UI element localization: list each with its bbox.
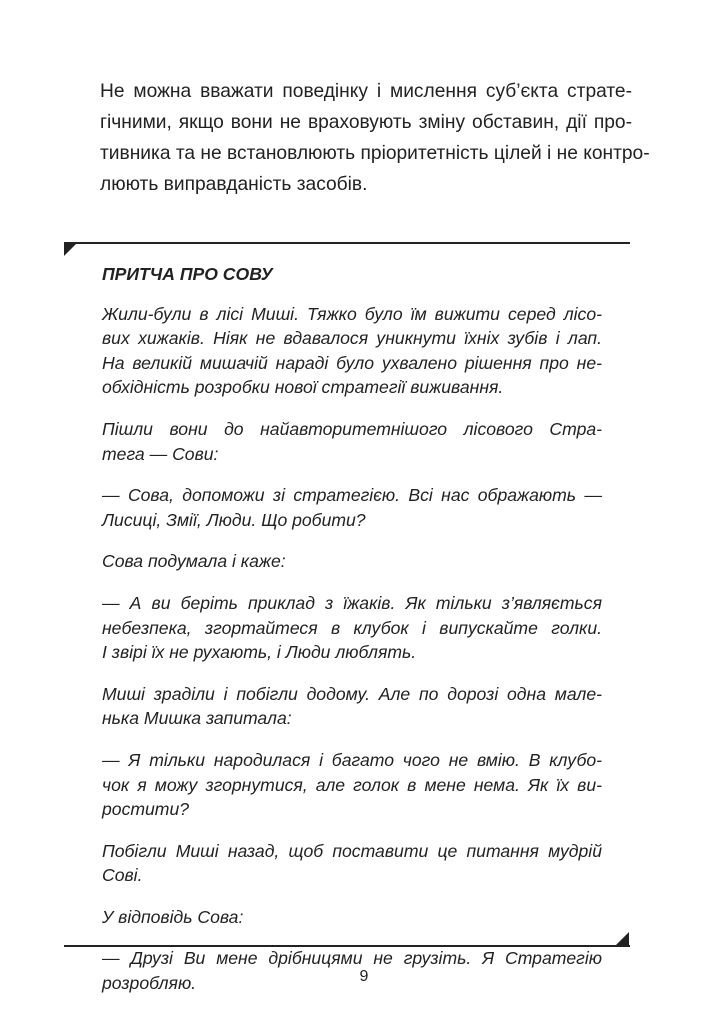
parable-line: — А ви беріть приклад з їжаків. Як тільки з’являється <box>102 592 602 613</box>
parable-line: — Я тільки народилася і багато чого не вмію. В клубо- <box>102 749 602 770</box>
parable-paragraph <box>102 839 602 888</box>
parable-line: тега — Сови: <box>102 443 219 464</box>
parable-line: чок я можу згорнутися, але голок в мене нема. Як їх ви- <box>102 774 602 795</box>
parable-line: Побігли Миші назад, щоб поставити це питання мудрій <box>102 840 602 861</box>
parable-line: У відповідь Сова: <box>102 906 244 927</box>
parable-line: небезпека, згортайтеся в клубок і випускайте голки. <box>102 617 602 638</box>
corner-triangle-bottom-right <box>615 932 629 946</box>
parable-line: вих хижаків. Ніяк не вдавалося уникнути їхніх зубів і лап. <box>102 328 602 349</box>
parable-line: Пішли вони до найавторитетнішого лісового Стра- <box>102 418 602 439</box>
parable-paragraph <box>102 591 602 665</box>
parable-line: — Друзі Ви мене дрібницями не грузіть. Я Стратегію <box>102 948 602 969</box>
parable-paragraph <box>102 748 602 822</box>
page-number: 9 <box>359 968 369 985</box>
box-top-rule <box>64 242 630 244</box>
parable-line: — Сова, допоможи зі стратегією. Всі нас ображають — <box>102 485 602 506</box>
intro-line: Не можна вважати поведінку і мислення суб’єкта страте- <box>100 81 632 102</box>
parable-line: Сова подумала і каже: <box>102 551 286 572</box>
box-bottom-rule <box>64 945 630 947</box>
parable-line: ростити? <box>102 799 190 820</box>
parable-line: обхідність розробки нової стратегії виживання. <box>102 377 504 398</box>
intro-line: тивника та не встановлюють пріоритетність цілей і не контро- <box>100 143 650 164</box>
parable-paragraph <box>102 417 602 466</box>
intro-line: люють виправданість засобів. <box>100 174 368 195</box>
parable-line: нька Мишка запитала: <box>102 708 292 729</box>
parable-line: І звірі їх не рухають, і Люди люблять. <box>102 642 417 663</box>
parable-line: Миші зраділи і побігли додому. Але по дорозі одна мале- <box>102 683 602 704</box>
parable-body <box>102 302 602 996</box>
parable-line: Лисиці, Змії, Люди. Що робити? <box>102 509 366 530</box>
intro-line: гічними, якщо вони не враховують зміну обставин, дії про- <box>100 112 632 133</box>
parable-title: ПРИТЧА ПРО СОВУ <box>102 264 273 284</box>
parable-paragraph <box>102 905 602 930</box>
parable-paragraph <box>102 682 602 731</box>
corner-triangle-top-left <box>64 242 78 256</box>
parable-line: Жили-були в лісі Миші. Тяжко було їм вижити серед лісо- <box>102 303 602 324</box>
parable-line: На великій мишачій нараді було ухвалено рішення про не- <box>102 352 602 373</box>
intro-paragraph <box>100 76 650 200</box>
parable-paragraph <box>102 483 602 532</box>
parable-box <box>102 262 602 1013</box>
parable-line: розробляю. <box>102 973 197 994</box>
parable-paragraph <box>102 302 602 400</box>
parable-line: Сові. <box>102 865 143 886</box>
parable-paragraph <box>102 549 602 574</box>
